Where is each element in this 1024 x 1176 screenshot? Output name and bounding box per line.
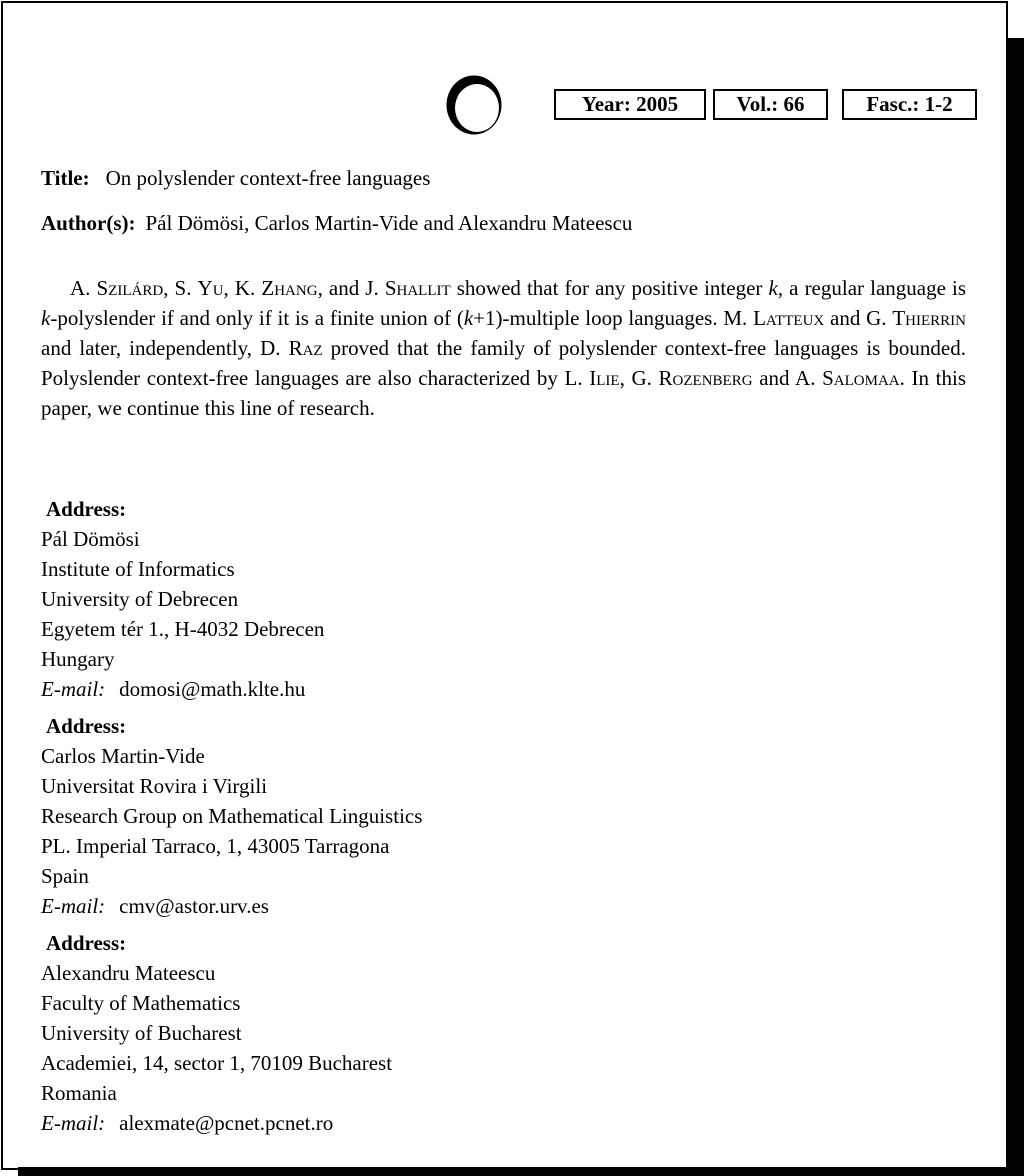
address-line: Alexandru Mateescu xyxy=(41,961,216,985)
address-heading: Address: xyxy=(46,497,127,521)
fascicle-badge xyxy=(842,89,977,120)
page-shadow-right xyxy=(1007,38,1024,1176)
address-heading: Address: xyxy=(46,931,127,955)
address-line: Pál Dömösi xyxy=(41,527,140,551)
address-line: Egyetem tér 1., H-4032 Debrecen xyxy=(41,617,325,641)
year-badge xyxy=(554,89,706,120)
address-line: Romania xyxy=(41,1081,117,1105)
fascicle-badge-label: Fasc.: 1-2 xyxy=(866,92,953,116)
email-line xyxy=(41,1108,422,1138)
email-label: E-mail: xyxy=(41,677,106,701)
addresses-section xyxy=(41,494,422,1145)
address-line: Carlos Martin-Vide xyxy=(41,744,205,768)
crescent-moon-icon xyxy=(446,75,504,137)
abstract-text: A. Szilárd, S. Yu, K. Zhang, and J. Shallit showed that for any positive integer k, a regular language is k-polyslender if and only if it is a finite union of (k+1)-multiple loop languages. M. Latteux and G. Thierrin and later, independently, D. Raz proved that the family of polyslender context-free languages is bounded. Polyslender context-free languages are also characterized by L. Ilie, G. Rozenberg and A. Salomaa. In this paper, we continue this line of research. xyxy=(41,276,967,420)
address-block xyxy=(41,928,422,1138)
title-line xyxy=(41,163,430,193)
journal-logo xyxy=(446,75,504,137)
email-value: cmv@astor.urv.es xyxy=(119,894,269,918)
address-line: University of Bucharest xyxy=(41,1021,242,1045)
address-line: Faculty of Mathematics xyxy=(41,991,241,1015)
email-label: E-mail: xyxy=(41,894,106,918)
address-block xyxy=(41,711,422,921)
address-line: Research Group on Mathematical Linguistics xyxy=(41,804,423,828)
address-line: Spain xyxy=(41,864,89,888)
email-line xyxy=(41,674,422,704)
authors-label: Author(s): xyxy=(41,211,136,235)
address-line: Hungary xyxy=(41,647,115,671)
volume-badge-label: Vol.: 66 xyxy=(736,92,805,116)
title-label: Title: xyxy=(41,166,90,190)
address-heading: Address: xyxy=(46,714,127,738)
author-line xyxy=(41,208,632,238)
paper-title: On polyslender context-free languages xyxy=(105,166,431,190)
email-value: alexmate@pcnet.pcnet.ro xyxy=(119,1111,334,1135)
address-line: PL. Imperial Tarraco, 1, 43005 Tarragona xyxy=(41,834,390,858)
volume-badge xyxy=(713,89,828,120)
address-line: University of Debrecen xyxy=(41,587,239,611)
address-line: Academiei, 14, sector 1, 70109 Bucharest xyxy=(41,1051,393,1075)
address-line: Universitat Rovira i Virgili xyxy=(41,774,268,798)
paper-authors: Pál Dömösi, Carlos Martin-Vide and Alexandru Mateescu xyxy=(145,211,633,235)
year-badge-label: Year: 2005 xyxy=(581,92,679,116)
address-block xyxy=(41,494,422,704)
page-shadow-bottom xyxy=(18,1167,1024,1176)
email-label: E-mail: xyxy=(41,1111,106,1135)
email-line xyxy=(41,891,422,921)
address-line: Institute of Informatics xyxy=(41,557,235,581)
email-value: domosi@math.klte.hu xyxy=(119,677,306,701)
